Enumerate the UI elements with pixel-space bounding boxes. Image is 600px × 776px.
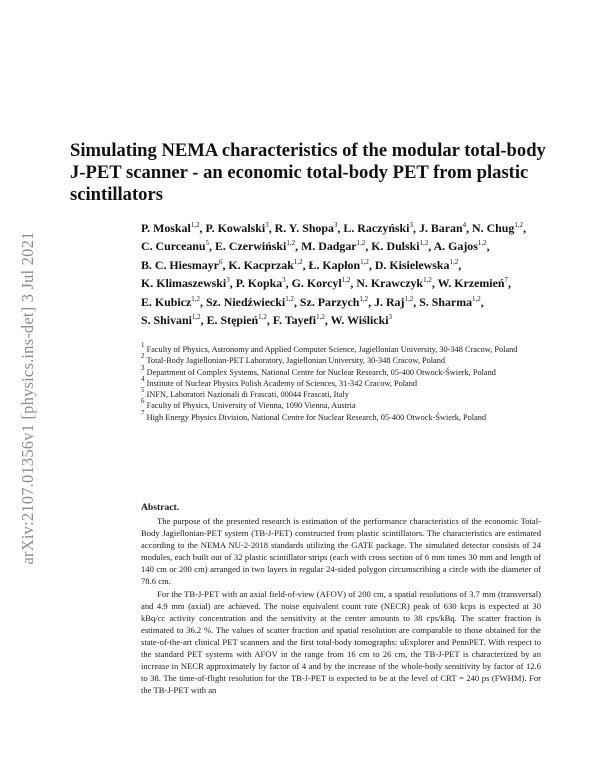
- author-name: S. Shivani$^{1,2}$,: [141, 313, 204, 328]
- author-affiliation-mark: 1,2: [316, 313, 325, 322]
- affiliation-text: High Energy Physics Division, National Centre for Nuclear Research, 05-400 Otwock-Świerk, Poland: [146, 412, 487, 422]
- author-name-text: E. Stępień: [206, 313, 259, 328]
- author-affiliation-mark: 1,2: [514, 221, 524, 229]
- author-name: W. Krzemień$^7$,: [437, 276, 511, 291]
- author-affiliation-mark: 6: [218, 257, 223, 266]
- author-name-text: K. Kacprzak: [228, 257, 294, 272]
- affiliation-number: 1: [141, 341, 145, 349]
- author-name: E. Kubicz$^{1,2}$,: [141, 294, 203, 309]
- author-affiliation-mark: 1,2: [285, 294, 294, 303]
- author-affiliation-mark: 1,2: [360, 257, 369, 266]
- author-affiliation-mark: 1,2: [191, 313, 201, 322]
- author-name: S. Sharma$^{1,2}$,: [419, 294, 484, 309]
- author-name-text: S. Shivani: [141, 313, 192, 328]
- author-name-text: M. Dadgar: [301, 239, 357, 254]
- author-affiliation-mark: 3: [388, 313, 392, 322]
- affiliation-entry: [141, 363, 541, 378]
- abstract-heading: Abstract.: [141, 502, 180, 513]
- author-name: G. Korcyl$^{1,2}$,: [291, 276, 354, 291]
- author-name: C. Curceanu$^5$,: [141, 239, 213, 254]
- author-affiliation-mark: 1,2: [419, 239, 429, 248]
- affiliation-entry: [141, 397, 541, 411]
- author-affiliation-mark: 1,2: [472, 294, 481, 303]
- affiliation-text: Faculty of Physics, Astronomy and Applied Computer Science, Jagiellonian University, 30-348 Cracow, Poland: [146, 345, 518, 354]
- author-affiliation-mark: 1,2: [356, 239, 366, 248]
- author-affiliation-mark: 3: [333, 221, 338, 229]
- affiliation-text: Total-Body Jagiellonian-PET Laboratory, Jagiellonian University, 30-348 Cracow, Poland: [146, 356, 446, 366]
- author-name-text: P. Moskal: [141, 221, 191, 235]
- author-name: R. Y. Shopa$^3$,: [274, 221, 341, 235]
- author-name-text: A. Gajos: [433, 239, 478, 254]
- author-name: J. Raj$^{1,2}$,: [374, 294, 417, 309]
- author-name-text: W. Wiślicki: [330, 313, 389, 328]
- author-name: P. Moskal$^{1,2}$,: [141, 221, 203, 235]
- author-name: M. Dadgar$^{1,2}$,: [301, 239, 369, 254]
- affiliation-text: Department of Complex Systems, National Centre for Nuclear Research, 05-400 Otwock-Świerk, Poland: [146, 367, 496, 377]
- author-name: L. Raczyński$^3$,: [343, 221, 416, 235]
- affiliation-number: 6: [141, 397, 145, 406]
- author-name: P. Kowalski$^3$,: [205, 221, 272, 235]
- author-name-text: W. Krzemień: [437, 276, 505, 291]
- affiliation-entry: [141, 374, 541, 389]
- author-name: K. Klimaszewski$^3$,: [141, 276, 233, 291]
- author-affiliation-mark: 3: [226, 276, 230, 285]
- author-name: Ł. Kapłon$^{1,2}$,: [308, 257, 372, 272]
- author-name-text: K. Klimaszewski: [141, 276, 227, 291]
- author-name: Sz. Parzych$^{1,2}$,: [299, 294, 372, 309]
- author-name-text: P. Kopka: [235, 276, 283, 291]
- author-name-text: S. Sharma: [419, 294, 473, 309]
- author-affiliation-mark: 1,2: [404, 294, 414, 303]
- author-affiliation-mark: 5: [205, 239, 210, 248]
- author-name: B. C. Hiesmayr$^6$,: [141, 257, 226, 272]
- abstract-paragraph: The purpose of the presented research is estimation of the performance characteristics of the economic Total-Body Jagiellonian-PET system (TB-J-PET) constructed from plastic scintillators. The characteristics are estimated according to the NEMA NU-2-2018 standards utilizing the GATE package. The simulated detector consists of 24 modules, each built out of 32 plastic scintillator strips (each with cross section of 6 mm times 30 mm and length of 140 cm or 200 cm) arranged in two layers in regular 24-sided polygon circumscribing a circle with the diameter of 78.6 cm.: [141, 516, 541, 587]
- author-affiliation-mark: 1,2: [293, 257, 303, 266]
- author-name-text: Ł. Kapłon: [308, 257, 361, 272]
- author-name: F. Tayefi$^{1,2}$,: [272, 313, 328, 328]
- author-name: N. Krawczyk$^{1,2}$,: [356, 276, 435, 291]
- abstract-paragraph: For the TB-J-PET with an axial field-of-view (AFOV) of 200 cm, a spatial resolutions of 3.7 mm (transversal) and 4.9 mm (axial) are achieved. The noise equivalent count rate (NECR) peak of 630 kcps is expected at 30 kBq/cc activity concentration and the sensitivity at the center amounts to 38 cps/kBq. The scatter fraction is estimated to 36.2 %. The values of scatter fraction and spatial resolution are comparable to those obtained for the state-of-the-art clinical PET scanners and the first total-body tomographs: uExplorer and PennPET. With respect to the standard PET systems with AFOV in the range from 16 cm to 26 cm, the TB-J-PET is characterized by an increase in NECR approximately by factor of 4 and by the increase of the whole-body sensitivity by factor of 12.6 to 38. The time-of-flight resolution for the TB-J-PET is expected to be at the level of CRT = 240 ps (FWHM). For the TB-J-PET with an: [141, 588, 541, 696]
- author-name-text: C. Curceanu: [141, 239, 206, 254]
- author-affiliation-mark: 1,2: [190, 221, 200, 229]
- author-name-text: F. Tayefi: [272, 313, 317, 328]
- author-affiliation-mark: 1,2: [449, 257, 459, 266]
- author-affiliation-mark: 1,2: [341, 276, 351, 285]
- author-name: E. Czerwiński$^{1,2}$,: [215, 239, 299, 254]
- author-name-text: B. C. Hiesmayr: [141, 257, 219, 272]
- affiliation-entry: [141, 352, 541, 366]
- author-affiliation-mark: 3: [409, 221, 413, 229]
- author-name-text: Sz. Niedźwiecki: [205, 294, 286, 309]
- affiliation-entry: [141, 408, 541, 423]
- author-affiliation-mark: 3: [282, 276, 286, 285]
- affiliation-text: Institute of Nuclear Physics Polish Academy of Sciences, 31-342 Cracow, Poland: [146, 378, 418, 388]
- author-name-text: N. Krawczyk: [356, 276, 424, 291]
- author-name-text: E. Kubicz: [141, 294, 192, 309]
- author-name: N. Chug$^{1,2}$,: [472, 221, 527, 235]
- author-affiliation-mark: 1,2: [191, 294, 200, 303]
- author-name: P. Kopka$^3$,: [235, 276, 289, 291]
- author-name-text: N. Chug: [472, 221, 515, 235]
- author-affiliation-mark: 1,2: [258, 313, 267, 322]
- affiliation-text: Faculty of Physics, University of Vienna, 1090 Vienna, Austria: [146, 401, 356, 411]
- author-name-text: J. Raj: [374, 294, 405, 309]
- abstract-body: [141, 515, 541, 696]
- arxiv-identifier-text: arXiv:2107.01356v1 [physics.ins-det] 3 Jul 2021: [18, 231, 37, 564]
- author-name-text: L. Raczyński: [343, 221, 410, 235]
- author-list: [141, 219, 541, 329]
- affiliation-entry: [141, 341, 541, 355]
- author-affiliation-mark: 1,2: [423, 276, 432, 285]
- affiliation-number: 4: [141, 374, 145, 383]
- author-name-text: G. Korcyl: [291, 276, 342, 291]
- author-affiliation-mark: 3: [265, 221, 269, 229]
- affiliation-list: [141, 341, 541, 423]
- author-name-text: R. Y. Shopa: [274, 221, 334, 235]
- author-name: [331, 313, 392, 327]
- author-name-text: E. Czerwiński: [215, 239, 287, 254]
- author-name-text: Sz. Parzych: [299, 294, 360, 309]
- author-name: D. Kisielewska$^{1,2}$,: [374, 257, 462, 272]
- affiliation-number: 3: [141, 363, 145, 372]
- author-name: E. Stępień$^{1,2}$,: [206, 313, 270, 328]
- author-affiliation-mark: 1,2: [359, 294, 369, 303]
- affiliation-text: INFN, Laboratori Nazionali di Frascati, 00044 Frascati, Italy: [146, 390, 349, 400]
- affiliation-number: 7: [141, 408, 145, 417]
- author-affiliation-mark: 7: [504, 276, 508, 285]
- author-name: J. Baran$^4$,: [418, 221, 470, 235]
- author-name: K. Dulski$^{1,2}$,: [371, 239, 432, 254]
- author-affiliation-mark: 4: [462, 221, 467, 229]
- affiliation-entry: [141, 386, 541, 400]
- author-name: Sz. Niedźwiecki$^{1,2}$,: [205, 294, 297, 309]
- arxiv-identifier-stamp[interactable]: [8, 205, 48, 590]
- author-name-text: J. Baran: [418, 221, 463, 235]
- author-affiliation-mark: 1,2: [477, 239, 487, 248]
- author-name-text: P. Kowalski: [205, 221, 266, 235]
- author-name-text: K. Dulski: [371, 239, 420, 254]
- author-affiliation-mark: 1,2: [286, 239, 296, 248]
- affiliation-number: 5: [141, 386, 145, 395]
- author-name-text: D. Kisielewska: [374, 257, 450, 272]
- affiliation-number: 2: [141, 352, 145, 361]
- paper-title: Simulating NEMA characteristics of the modular total-body J-PET scanner - an economic total-body PET from plastic scintillators: [70, 140, 546, 205]
- author-name: K. Kacprzak$^{1,2}$,: [228, 257, 306, 272]
- author-name: A. Gajos$^{1,2}$,: [433, 239, 490, 254]
